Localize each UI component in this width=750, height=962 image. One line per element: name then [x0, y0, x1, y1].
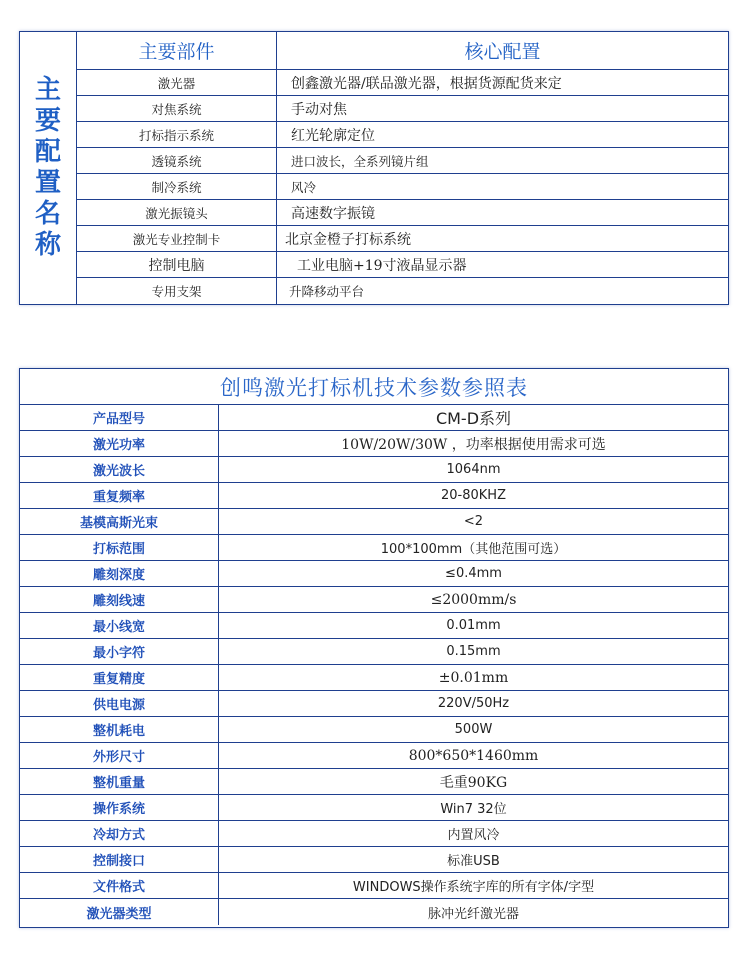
side-title-char: 称 — [34, 230, 61, 260]
table-row — [20, 743, 728, 769]
table-row — [20, 795, 728, 821]
table-row — [20, 561, 728, 587]
spec-value: 220V/50Hz — [437, 696, 510, 711]
spec-label: 外形尺寸 — [20, 743, 219, 768]
spec-value: CM-D系列 — [435, 409, 512, 428]
spec-value: 800*650*1460mm — [408, 747, 539, 764]
table-row — [20, 717, 728, 743]
config-cell: 北京金橙子打标系统 — [285, 231, 411, 248]
part-cell: 打标指示系统 — [77, 122, 277, 147]
config-cell: 工业电脑+19寸液晶显示器 — [297, 257, 467, 274]
components-rows — [77, 70, 728, 304]
spec-value: 500W — [454, 722, 493, 737]
table-row — [20, 535, 728, 561]
spec-value: 100*100mm（其他范围可选） — [380, 542, 567, 557]
table-row — [77, 148, 728, 174]
table-row — [20, 665, 728, 691]
part-cell: 对焦系统 — [77, 96, 277, 121]
part-cell: 激光器 — [77, 70, 277, 95]
table-row — [20, 639, 728, 665]
spec-value: 内置风冷 — [447, 828, 500, 843]
header-config: 核心配置 — [464, 41, 541, 63]
part-cell: 激光振镜头 — [77, 200, 277, 225]
spec-value: 10W/20W/30W ，功率根据使用需求可选 — [341, 436, 606, 453]
table-row — [20, 431, 728, 457]
config-cell: 高速数字振镜 — [291, 205, 375, 222]
part-cell: 控制电脑 — [77, 252, 277, 277]
part-cell: 制冷系统 — [77, 174, 277, 199]
side-title-char: 名 — [34, 199, 61, 229]
config-cell: 进口波长，全系列镜片组 — [291, 153, 429, 169]
spec-value: <2 — [463, 514, 484, 529]
config-cell: 升降移动平台 — [289, 284, 365, 299]
spec-value: ±0.01mm — [438, 669, 509, 686]
table-row — [77, 278, 728, 304]
table-row — [20, 691, 728, 717]
config-cell: 创鑫激光器/联品激光器，根据货源配货来定 — [291, 75, 562, 92]
spec-label: 操作系统 — [20, 795, 219, 820]
spec-label: 雕刻线速 — [20, 587, 219, 612]
config-cell: 手动对焦 — [291, 101, 347, 118]
table-row — [20, 873, 728, 899]
table-row — [20, 613, 728, 639]
spec-value: WINDOWS操作系统字库的所有字体/字型 — [352, 880, 595, 895]
spec-value: 1064nm — [446, 462, 501, 477]
spec-label: 激光功率 — [20, 431, 219, 456]
spec-value: 标准USB — [447, 854, 500, 869]
side-title-char: 置 — [34, 168, 61, 198]
spec-value: ≤0.4mm — [445, 566, 502, 581]
config-cell: 红光轮廓定位 — [291, 127, 375, 144]
spec-label: 打标范围 — [20, 535, 219, 560]
table-row — [20, 457, 728, 483]
table-row — [77, 96, 728, 122]
table-row — [20, 587, 728, 613]
table-row — [20, 899, 728, 925]
spec-value: Win7 32位 — [440, 802, 507, 817]
components-table — [19, 31, 729, 305]
specs-table — [19, 368, 729, 928]
spec-label: 重复频率 — [20, 483, 219, 508]
spec-value: 0.15mm — [446, 644, 501, 659]
side-title-char: 配 — [34, 137, 61, 167]
table-row — [77, 200, 728, 226]
table-row — [77, 174, 728, 200]
table-row — [20, 483, 728, 509]
table-row — [20, 769, 728, 795]
spec-label: 基模高斯光束 — [20, 509, 219, 534]
spec-label: 整机耗电 — [20, 717, 219, 742]
side-title-char: 要 — [34, 106, 61, 136]
components-side-title — [20, 32, 77, 304]
spec-value: 毛重90KG — [439, 774, 508, 791]
table-row — [20, 405, 728, 431]
table-row — [20, 821, 728, 847]
spec-label: 雕刻深度 — [20, 561, 219, 586]
side-title-char: 主 — [34, 75, 61, 105]
spec-label: 供电电源 — [20, 691, 219, 716]
table-row — [77, 122, 728, 148]
spec-label: 整机重量 — [20, 769, 219, 794]
spec-label: 最小线宽 — [20, 613, 219, 638]
table-row — [77, 70, 728, 96]
config-cell: 风冷 — [291, 179, 317, 195]
spec-label: 激光器类型 — [20, 899, 219, 925]
spec-label: 冷却方式 — [20, 821, 219, 846]
part-cell: 透镜系统 — [77, 148, 277, 173]
spec-label: 激光波长 — [20, 457, 219, 482]
table-row — [20, 509, 728, 535]
components-header-row — [77, 32, 728, 70]
spec-label: 最小字符 — [20, 639, 219, 664]
table-row — [77, 226, 728, 252]
spec-label: 重复精度 — [20, 665, 219, 690]
table-row — [77, 252, 728, 278]
table-row — [20, 847, 728, 873]
part-cell: 专用支架 — [77, 278, 277, 304]
spec-label: 产品型号 — [20, 405, 219, 430]
spec-value: 0.01mm — [446, 618, 501, 633]
spec-value: 脉冲光纤激光器 — [427, 906, 519, 922]
header-part: 主要部件 — [77, 32, 277, 69]
spec-value: 20-80KHZ — [441, 488, 506, 503]
spec-value: ≤2000mm/s — [430, 591, 517, 608]
spec-label: 文件格式 — [20, 873, 219, 898]
specs-title: 创鸣激光打标机技术参数参照表 — [20, 369, 728, 405]
part-cell: 激光专业控制卡 — [77, 226, 277, 251]
spec-label: 控制接口 — [20, 847, 219, 872]
